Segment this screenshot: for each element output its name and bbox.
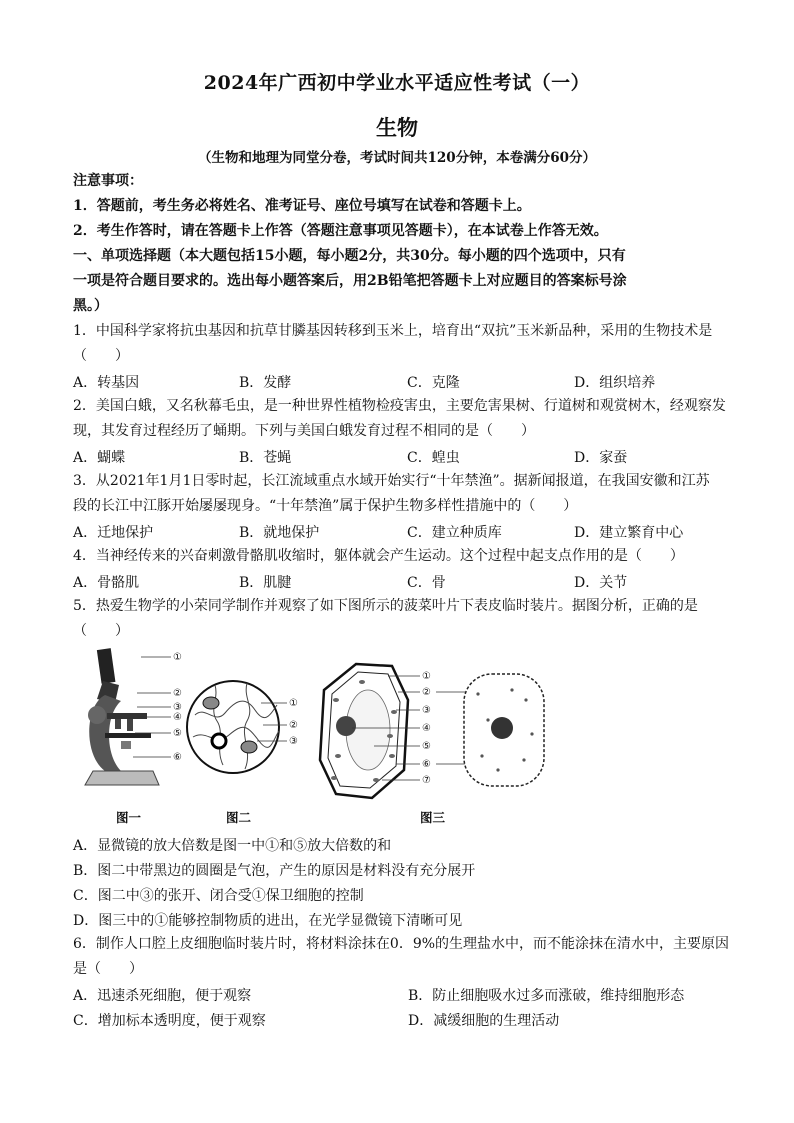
notice-item-2: 2．考生作答时，请在答题卡上作答（答题注意事项见答题卡），在本试卷上作答无效。 (73, 223, 608, 239)
fig1-label-5: ⑤ (173, 728, 182, 739)
fig1-label-3: ③ (173, 702, 182, 713)
section-instructions-2: 一项是符合题目要求的。选出每小题答案后，用2B铅笔把答题卡上对应题目的答案标号涂 (73, 273, 627, 289)
figure-3-caption: 图三 (420, 810, 446, 825)
q6-option-c: C．增加标本透明度，便于观察 (73, 1013, 266, 1029)
q3-option-d: D．建立繁育中心 (574, 525, 684, 541)
q5-option-b: B．图二中带黑边的圆圈是气泡，产生的原因是材料没有充分展开 (73, 863, 476, 879)
q3-option-b: B．就地保护 (239, 525, 320, 541)
q4-option-a: A．骨骼肌 (73, 575, 140, 591)
question-3-stem-cont: 段的长江中江豚开始屡屡现身。“十年禁渔”属于保护生物多样性措施中的（ ） (73, 498, 578, 514)
fig2-label-1: ① (289, 698, 298, 709)
question-5-blank: （ ） (73, 623, 129, 639)
fig1-label-6: ⑥ (173, 752, 182, 763)
figure-1-caption: 图一 (116, 810, 142, 825)
question-2-stem-cont: 现，其发育过程经历了蛹期。下列与美国白蛾发育过程不相同的是（ ） (73, 423, 535, 439)
fig3-label-6: ⑥ (422, 759, 431, 770)
notice-heading: 注意事项： (73, 173, 143, 189)
q1-option-d: D．组织培养 (574, 375, 656, 391)
q4-option-b: B．肌腱 (239, 575, 292, 591)
q6-option-d: D．减缓细胞的生理活动 (408, 1013, 560, 1029)
fig3-label-5: ⑤ (422, 741, 431, 752)
fig3-label-7: ⑦ (422, 775, 431, 786)
question-4-stem: 4．当神经传来的兴奋刺激骨骼肌收缩时，躯体就会产生运动。这个过程中起支点作用的是（ ） (73, 548, 684, 564)
section-instructions-3: 黑。） (73, 298, 108, 314)
q2-option-b: B．苍蝇 (239, 450, 292, 466)
fig2-label-2: ② (289, 720, 298, 731)
fig1-label-4: ④ (173, 712, 182, 723)
epidermis-figure (185, 655, 305, 795)
q6-option-a: A．迅速杀死细胞，便于观察 (73, 988, 252, 1004)
q3-option-c: C．建立种质库 (407, 525, 502, 541)
q1-option-b: B．发酵 (239, 375, 292, 391)
fig3-label-1: ① (422, 671, 431, 682)
fig3-label-3: ③ (422, 705, 431, 716)
fig3-label-4: ④ (422, 723, 431, 734)
q2-option-a: A．蝴蝶 (73, 450, 126, 466)
question-1-stem: 1．中国科学家将抗虫基因和抗草甘膦基因转移到玉米上，培育出“双抗”玉米新品种，采用的生物技术是 (73, 323, 713, 339)
fig3-label-2: ② (422, 687, 431, 698)
q2-option-d: D．家蚕 (574, 450, 628, 466)
exam-note: （生物和地理为同堂分卷，考试时间共120分钟，本卷满分60分） (198, 150, 596, 166)
q5-option-d: D．图三中的①能够控制物质的进出，在光学显微镜下清晰可见 (73, 913, 463, 929)
exam-title: 2024年广西初中学业水平适应性考试（一） (203, 72, 591, 94)
section-instructions-1: 一、单项选择题（本大题包括15小题，每小题2分，共30分。每小题的四个选项中，只有 (73, 248, 626, 264)
fig1-label-2: ② (173, 688, 182, 699)
fig1-label-1: ① (173, 652, 182, 663)
q4-option-d: D．关节 (574, 575, 628, 591)
q3-option-a: A．迁地保护 (73, 525, 154, 541)
figure-2-caption: 图二 (226, 810, 252, 825)
q4-option-c: C．骨 (407, 575, 446, 591)
q1-option-a: A．转基因 (73, 375, 140, 391)
q2-option-c: C．蝗虫 (407, 450, 460, 466)
q6-option-b: B．防止细胞吸水过多而涨破，维持细胞形态 (408, 988, 685, 1004)
q5-option-c: C．图二中③的张开、闭合受①保卫细胞的控制 (73, 888, 364, 904)
q1-option-c: C．克隆 (407, 375, 460, 391)
question-6-stem: 6．制作人口腔上皮细胞临时装片时，将材料涂抹在0．9%的生理盐水中，而不能涂抹在清水中，主要原因 (73, 936, 730, 952)
q5-option-a: A．显微镜的放大倍数是图一中①和⑤放大倍数的和 (73, 838, 392, 854)
question-6-stem-cont: 是（ ） (73, 961, 143, 977)
fig2-label-3: ③ (289, 736, 298, 747)
question-1-blank: （ ） (73, 348, 129, 364)
question-5-stem: 5．热爱生物学的小荣同学制作并观察了如下图所示的菠菜叶片下表皮临时装片。据图分析，正确的是 (73, 598, 698, 614)
subject-title: 生物 (376, 115, 418, 140)
notice-item-1: 1．答题前，考生务必将姓名、准考证号、座位号填写在试卷和答题卡上。 (73, 198, 531, 214)
question-2-stem: 2．美国白蛾，又名秋幕毛虫，是一种世界性植物检疫害虫，主要危害果树、行道树和观赏树木，经观察发 (73, 398, 726, 414)
question-3-stem: 3．从2021年1月1日零时起，长江流域重点水域开始实行“十年禁渔”。据新闻报道，在我国安徽和江苏 (73, 473, 710, 489)
cell-structure-figure (312, 660, 552, 802)
microscope-figure (75, 645, 185, 795)
